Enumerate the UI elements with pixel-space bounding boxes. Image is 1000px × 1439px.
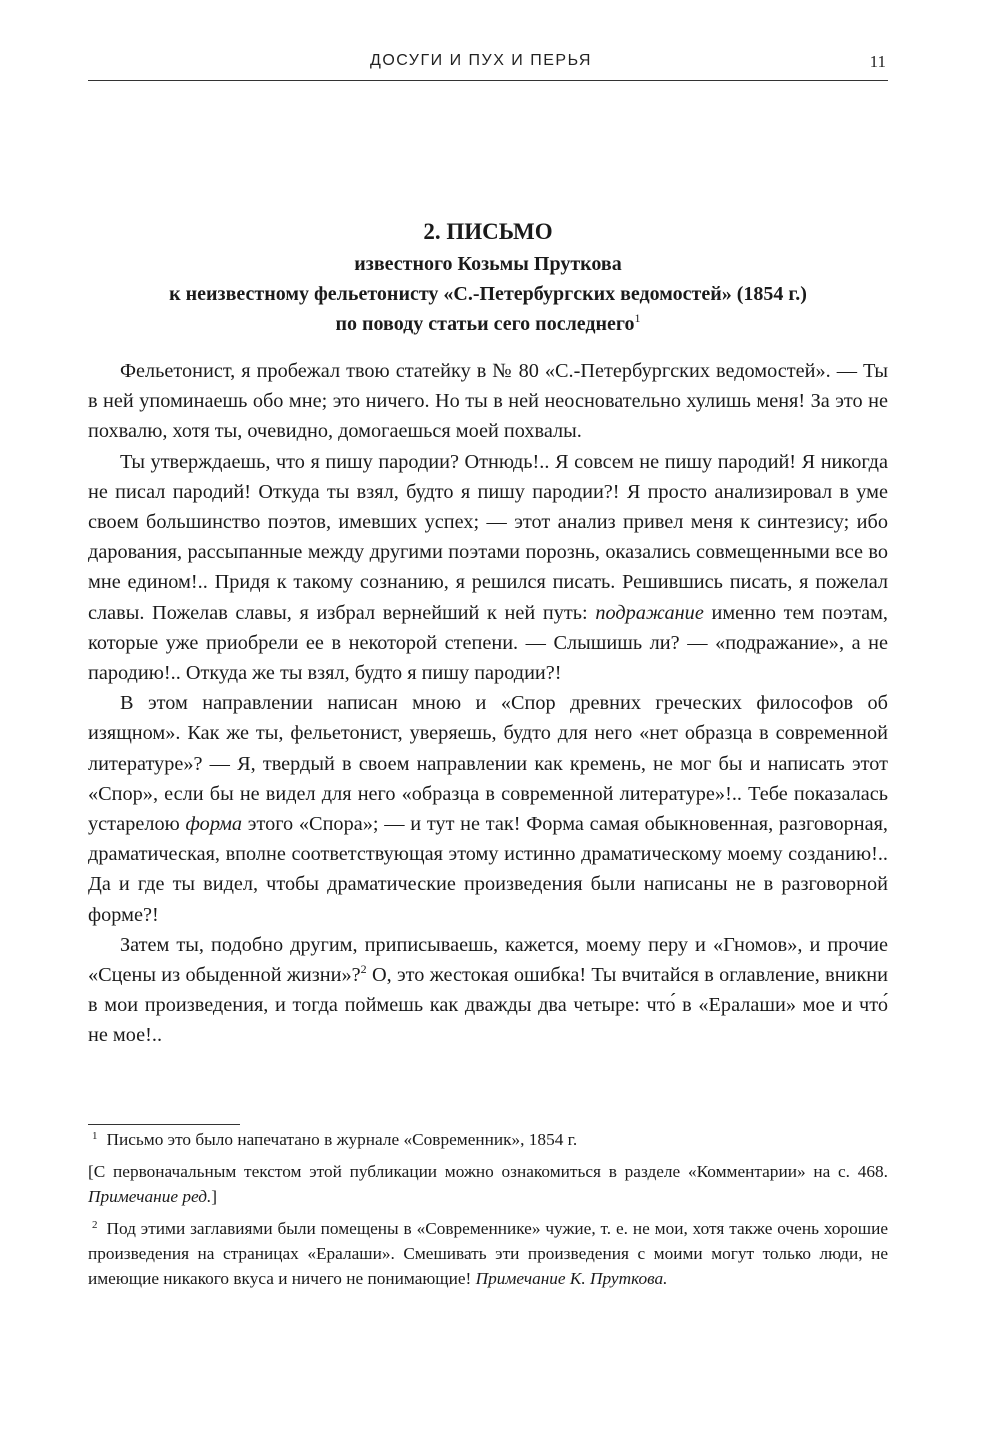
footnote-ref-1[interactable]: 1 [634,311,641,325]
footnote-2-mark: 2 [92,1219,98,1231]
paragraph-4-part-b: О, это жестокая ошибка! Ты вчитайся в оглавление, вникни в мои произведения, и тогда поймешь как дважды два четыре: что́ в «Ералаши» мое и что́ не мое!.. [88,964,889,1047]
title-line-1: известного Козьмы Пруткова [354,253,622,275]
editor-note-close: ] [211,1187,218,1206]
editor-note-text: [С первоначальным текстом этой публикации можно ознакомиться в разделе «Комментарии» на с. 468. [88,1162,888,1181]
footnote-1-mark: 1 [92,1130,98,1142]
running-title: ДОСУГИ И ПУХ И ПЕРЬЯ [370,52,592,69]
paragraph-3 [88,688,888,930]
footnote-2-text: Под этими заглавиями были помещены в «Современнике» чужие, т. е. не мои, хотя также очень хорошие произведения на страницах «Ералаши». Смешивать эти произведения с моими могут только люди, не имеющие никакого вкуса и ничего не понимающие! [88,1219,888,1288]
title-line-3 [88,309,888,339]
paragraph-4-part-a: Затем ты, подобно другим, приписываешь, кажется, моему перу и «Гномов», и прочие «Сцены из обыденной жизни»? [88,933,888,987]
title-line-3-text: по поводу статьи сего последнего [335,313,635,335]
paragraph-3-part-a: В этом направлении написан мною и «Спор древних греческих философов об изящном». Как же ты, фельетонист, уверяешь, будто для него «нет образца в современной литературе»? — Я, твердый в своем направлении как кремень, не мог бы и написать этот «Спор», если бы не видел для него «образца в современной литературе»!.. Тебе показалась устарелою [88,692,888,836]
page-header [88,52,888,76]
footnote-2 [88,1216,888,1291]
emphasis-podrazhanie: подражание [595,601,704,624]
paragraph-2-part-a: Ты утверждаешь, что я пишу пародии? Отнюдь!.. Я совсем не пишу пародий! Я никогда не писал пародий! Откуда ты взял, будто я пишу пародии?! Я просто анализировал в уме своем большинство поэтов, имевших успех; — этот анализ привел меня к синтезису; ибо дарования, рассыпанные между другими поэтами порознь, оказались совмещенными все во мне едином!.. Придя к такому сознанию, я решился писать. Решившись писать, я пожелал славы. Пожелав славы, я избрал вернейший к ней путь: [88,450,888,624]
page-number: 11 [869,52,886,71]
paragraph-3-part-b: этого «Спора»; — и тут не так! Форма самая обыкновенная, разговорная, драматическая, вполне соответствующая этому истинно драматическому моему созданию!.. Да и где ты видел, чтобы драматические произведения были написаны не в разговорной форме?! [88,813,888,926]
emphasis-forma: форма [185,813,243,836]
paragraph-1: Фельетонист, я пробежал твою статейку в № 80 «С.-Петербургских ведомостей». — Ты в ней упоминаешь обо мне; это ничего. Но ты в ней неосновательно хулишь меня! За это не похвалю, хотя ты, очевидно, домогаешься моей похвалы. [88,360,888,443]
paragraph-2-part-b: именно тем поэтам, которые уже приобрели ее в некоторой степени. — Слышишь ли? — «подражание», а не пародию!.. Откуда же ты взял, будто я пишу пародии?! [88,601,888,685]
paragraph-2 [88,447,888,689]
footnotes [88,1127,888,1298]
footnote-1-text: Письмо это было напечатано в журнале «Современник», 1854 г. [106,1130,578,1149]
footnote-rule [88,1124,240,1125]
header-rule [88,80,888,81]
footnote-1 [88,1127,888,1152]
paragraph-4 [88,930,888,1051]
editor-note [88,1159,888,1209]
footnote-ref-2[interactable]: 2 [360,962,367,977]
section-number-title: 2. ПИСЬМО [423,219,553,244]
footnote-2-signature: Примечание К. Пруткова. [475,1269,668,1288]
title-line-2: к неизвестному фельетонисту «С.-Петербургских ведомостей» (1854 г.) [169,283,807,305]
letter-body [88,356,888,1051]
section-title [88,215,888,339]
editor-note-signature: Примечание ред. [88,1187,212,1206]
